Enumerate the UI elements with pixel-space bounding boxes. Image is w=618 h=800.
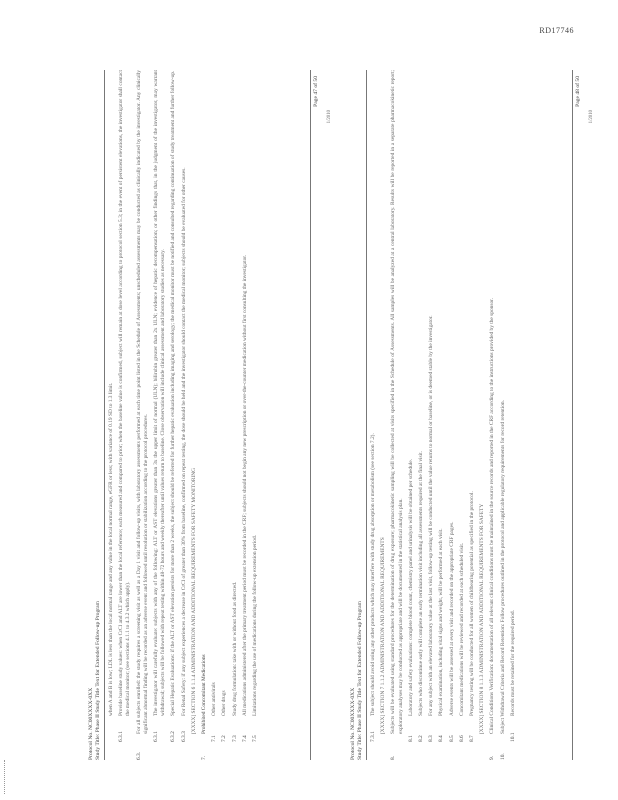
header-rule (104, 70, 105, 760)
paragraph-number: 8. (390, 755, 397, 760)
paragraph (510, 70, 517, 760)
paragraph-text: [XXXX] SECTION 8 1.1.3 ADMINISTRATION AND ADDITIONAL REQUIREMENTS FOR SAFETY (479, 503, 486, 734)
paragraph-number: 7.3.1 (370, 731, 376, 742)
paragraph (390, 70, 404, 760)
paragraph-text: Limitations regarding the use of medications during the follow-up extension period. (252, 535, 259, 716)
paragraph-number: 8.5 (448, 735, 455, 742)
paragraph (438, 70, 445, 760)
page-header (88, 60, 105, 760)
paragraph (242, 70, 249, 760)
page-header (350, 60, 367, 760)
paragraph-number: 6.3.3 (180, 731, 187, 742)
header-study-title: Study Title: Phase II Study Title Text for Extended Follow-up Program (357, 601, 363, 760)
page-footer (572, 70, 594, 760)
paragraph-number: 8.2 (418, 735, 425, 742)
paragraph-text: Concomitant medications will be reviewed and recorded at each scheduled visit. (458, 542, 465, 716)
paragraph (500, 70, 507, 760)
paragraph (370, 70, 377, 760)
paragraph-number: 6.3. (135, 751, 142, 760)
paragraph (108, 70, 115, 760)
header-rule (366, 70, 367, 760)
paragraph (469, 70, 476, 760)
paragraph-text: Physical examination, including vital signs and weight, will be performed at each visit. (438, 528, 445, 716)
paragraph-number: 7.1 (211, 735, 218, 742)
paragraph-number: 6.3.2 (170, 731, 177, 742)
paragraph-number: 10. (499, 753, 506, 760)
rotated-page-left (88, 60, 338, 760)
paragraph-text: Subjects who discontinue early will complete an early termination visit including all assessments required at the final visit. (418, 451, 425, 716)
paragraph (252, 70, 259, 760)
paragraph-number (108, 716, 115, 742)
paragraph-text: Pregnancy testing will be conducted for all women of childbearing potential as specified in the protocol. (469, 491, 476, 716)
paragraph-text: Adverse events will be assessed at every visit and recorded on the appropriate CRF pages. (448, 521, 455, 716)
paragraph-text: The investigator will carefully evaluate: subjects with any of the following: ALT or AST elevations greater than 3x the upper limit of normal (ULN); bilirubin greater than 2x ULN; evidence of hepatic decompensation; or other findings that, in the judgment of the investigator, may warrant withdrawal; subjects will be followed with repeat testing within 48-72 hours and weekly thereafter until values return to baseline. Close observation will include clinical assessment and laboratory studies as necessary. (153, 70, 167, 716)
paragraph (449, 70, 456, 760)
paragraph-text: [XXXX] SECTION 7 1.1.2 ADMINISTRATION AND ADDITIONAL REQUIREMENTS (380, 537, 387, 734)
paragraph-text: For any subject with an elevated laboratory value at the last visit, follow-up testing will be conducted until the value returns to normal or baseline, or is deemed stable by the investigator. (428, 315, 435, 716)
document-id: RD17746 (539, 26, 574, 35)
page-footer (310, 70, 332, 760)
paragraph (489, 70, 496, 760)
paragraph-text: Subject Withdrawal Criteria and Record Retention: Follow procedures outlined in the protocol and applicable regulatory requirements for record retention. (499, 400, 506, 734)
paragraph-number: 8.4 (438, 735, 445, 742)
page-body (370, 70, 565, 760)
paragraph-text: [XXXX] SECTION 6 1.1.4 ADMINISTRATION AND ADDITIONAL REQUIREMENTS FOR SAFETY MONITORING (190, 467, 197, 734)
page-number: Page 48 of 50 (575, 76, 581, 107)
paragraph (136, 70, 150, 760)
page-number: Page 47 of 50 (313, 76, 319, 107)
paragraph-number: 7.4 (241, 735, 248, 742)
paragraph (221, 70, 228, 760)
paragraph (118, 70, 132, 760)
paragraph-text: For Renal Safety: if any subject experiences a decrease in CrCl of greater than 30% from baseline, confirmed on repeat testing, the dose should be held and the investigator should contact the medical monitor; subjects should be evaluated for other causes. (180, 167, 187, 716)
paragraph-number: 8.3 (428, 735, 435, 742)
header-study-title: Study Title: Phase II Study Title Text for Extended Follow-up Program (95, 601, 101, 760)
paragraph (211, 70, 218, 760)
paragraph-number: 7.5 (252, 735, 259, 742)
paragraph (191, 70, 198, 760)
paragraph-number: 8.6 (458, 735, 465, 742)
paragraph-number: 7.2 (221, 735, 228, 742)
paragraph (418, 70, 425, 760)
paragraph (201, 70, 208, 760)
paragraph-text: Provide baseline study values: when CrCl and ALT are lower than the local reference; each measured and compared to prior; when the baseline value is confirmed, subject will remain at dose level according to protocol section 5.3; in the event of persistent elevations, the investigator shall contact the medical monitor; (see sections 4.1.1 to 4.3.2 which apply). (118, 70, 132, 716)
paragraph-number: 9. (489, 755, 496, 760)
paragraph-number: 7. (201, 755, 208, 760)
paragraph-number: 6.3.1 (118, 731, 125, 742)
paragraph-text: Special Hepatic Evaluations: if the ALT or AST elevation persists for more than 2 weeks, the subject should be referred for further hepatic evaluation including imaging and serology; the medical monitor must be notified and consulted regarding continuation of study treatment and further follow-up. (170, 70, 177, 716)
paragraph-number: 8.1 (407, 735, 414, 742)
paragraph-text: Study drug formulation: take with or without food as directed. (231, 581, 238, 716)
paragraph (153, 70, 167, 760)
paragraph (232, 70, 239, 760)
paragraph-number: 10.1 (509, 732, 516, 742)
paragraph-number: 8.7 (469, 735, 476, 742)
paragraph-text: Other antivirals (211, 682, 218, 716)
page-body (108, 70, 303, 760)
paragraph-text: The subject should avoid using any other products which may interfere with study drug absorption or metabolism (see section 7.2). (370, 433, 376, 716)
paragraph (428, 70, 435, 760)
header-protocol: Protocol No. NC00XXXX-0XX (88, 687, 94, 760)
paragraph-number (479, 734, 486, 760)
paragraph-number (380, 734, 387, 760)
rotated-page-right (350, 60, 600, 760)
paragraph-text: All medications administered after the primary treatment period must be recorded in the CRF; subjects should not begin any new prescription or over-the-counter medication without first consulting the investigator. (241, 254, 248, 716)
paragraph (459, 70, 466, 760)
paragraph (170, 70, 177, 760)
paragraph-number (191, 734, 198, 760)
paragraph-number: 6.3.1 (153, 731, 160, 742)
paragraph (380, 70, 387, 760)
paragraph-text: Records must be retained for the required period. (509, 610, 516, 716)
header-protocol: Protocol No. NC00XXXX-0XX (350, 687, 356, 760)
revision-date: 1/2010 (589, 110, 594, 124)
paragraph (408, 70, 415, 760)
paragraph (479, 70, 486, 760)
footer-rule (572, 70, 573, 760)
paragraph-text: when A and B is low; LDL is less than the local normal range and any value in the local normal range, eGFR or less; with variance of 0.19 SD to 1.3 limit. (108, 382, 114, 716)
paragraph-text: For all subjects enrolled: the study requires a screening visit as well as a Day 1 visit and follow-up visits, with laboratory assessments performed at each time point listed in the Schedule of Assessments; unscheduled assessments may be conducted as clinically indicated by the investigator. Any clinically significant abnormal finding will be recorded as an adverse event and followed until resolution or stabilization according to the protocol procedures. (135, 70, 149, 734)
paragraph-text: Other drugs (221, 690, 228, 716)
paragraph-text: Subjects will be evaluated using standard procedures for the determination of drug exposure; pharmacokinetic sampling will be collected at visits specified in the Schedule of Assessments. All samples will be analyzed at a central laboratory. Results will be reported in a separate pharmacokinetic report; exploratory analyses may be conducted as appropriate and will be documented in the statistical analysis plan. (390, 70, 404, 734)
paragraph-text: Prohibited Concomitant Medications (201, 654, 208, 734)
paragraph-text: Clinical Conditions Verification: documentation of all relevant clinical conditions must be maintained in the source records and reported in the CRF according to the instructions provided by the sponsor. (489, 298, 496, 734)
paragraph-text: Laboratory and safety evaluations: complete blood count, chemistry panel and urinalysis will be obtained per schedule. (407, 458, 414, 716)
revision-date: 1/2010 (327, 110, 332, 124)
paragraph-number: 7.3 (231, 735, 238, 742)
footer-rule (310, 70, 311, 760)
scan-edge-mark (4, 760, 6, 794)
paragraph (181, 70, 188, 760)
